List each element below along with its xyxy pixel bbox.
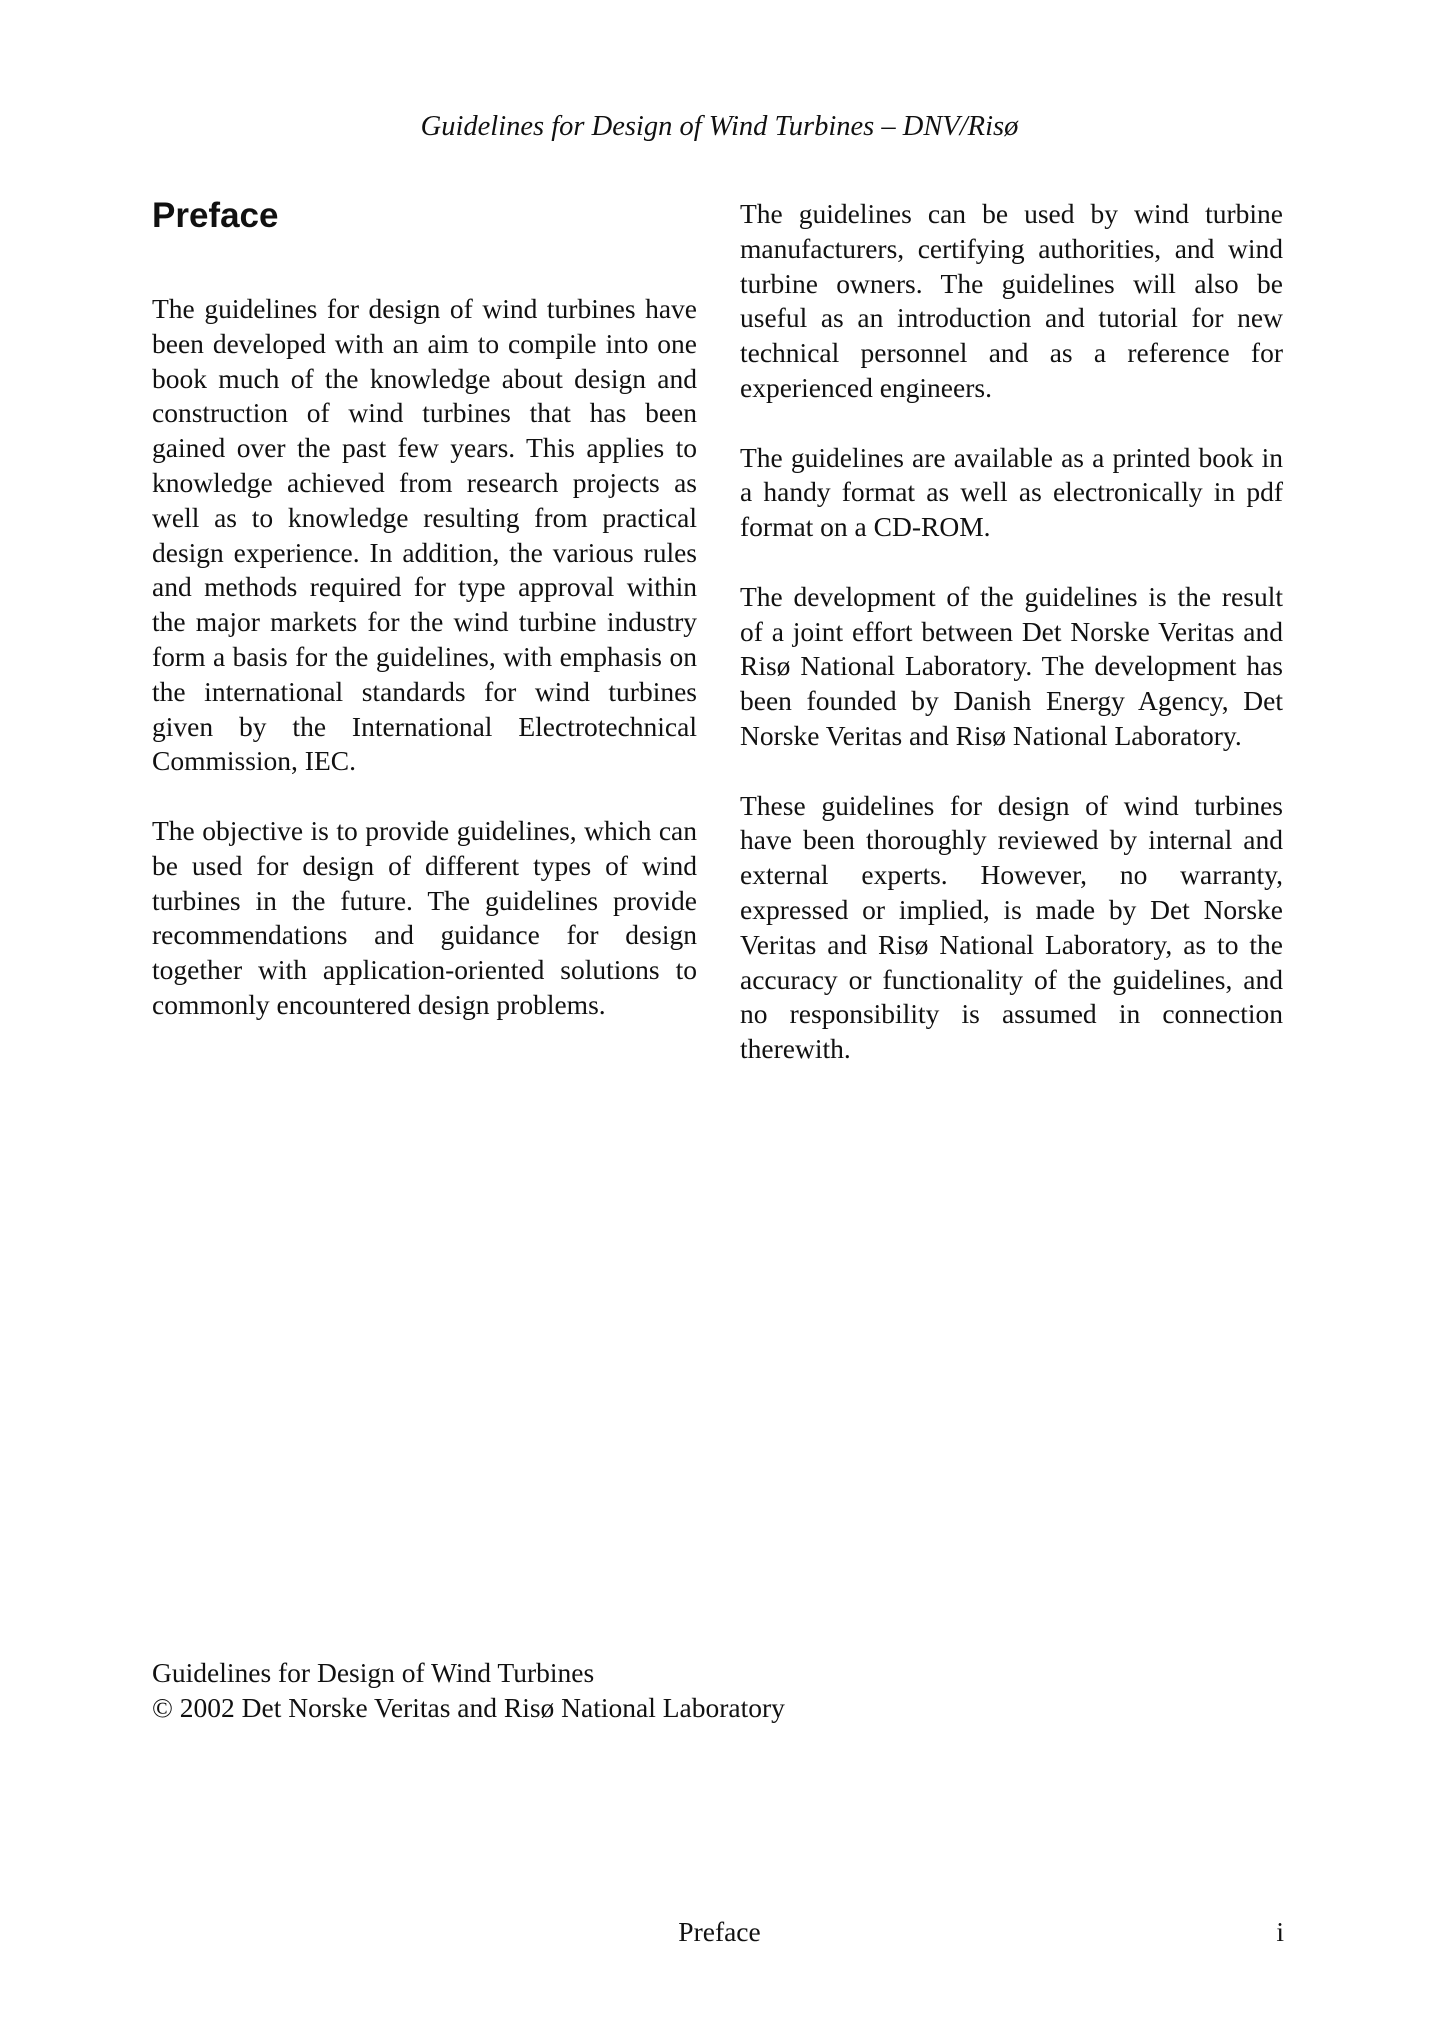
copyright-notice: © 2002 Det Norske Veritas and Risø National Laboratory — [152, 1691, 785, 1723]
copyright-book-title: Guidelines for Design of Wind Turbines — [152, 1657, 595, 1688]
paragraph-objective: The objective is to provide guidelines, which can be used for design of different types of wind turbines in the future. The guidelines provide recommendations and guidance for design together with application-oriented solutions to commonly encountered design problems. — [152, 814, 697, 1020]
paragraph-purpose: The guidelines for design of wind turbines have been developed with an aim to compile into one book much of the knowledge about design and construction of wind turbines that has been gained over the past few years. This applies to knowledge achieved from research projects as well as to knowledge resulting from practical design experience. In addition, the various rules and methods required for type approval within the major markets for the wind turbine industry form a basis for the guidelines, with emphasis on the international standards for wind turbines given by the International Electrotechnical Commission, IEC. — [152, 293, 697, 777]
paragraph-development: The development of the guidelines is the result of a joint effort between Det Norske Veritas and Risø National Laboratory. The development has been founded by Danish Energy Agency, Det Norske Veritas and Risø National Laboratory. — [740, 580, 1283, 751]
page-number: i — [1276, 1916, 1284, 1947]
paragraph-availability: The guidelines are available as a printed book in a handy format as well as electronically in pdf format on a CD-ROM. — [740, 441, 1283, 543]
right-column — [740, 197, 1283, 1102]
running-header: Guidelines for Design of Wind Turbines – DNV/Risø — [420, 111, 1019, 142]
left-column — [152, 292, 697, 1058]
page-title: Preface — [152, 196, 279, 235]
paragraph-disclaimer: These guidelines for design of wind turbines have been thoroughly reviewed by internal and external experts. However, no warranty, expressed or implied, is made by Det Norske Veritas and Risø National Laboratory, as to the accuracy or functionality of the guidelines, and no responsibility is assumed in connection therewith. — [740, 789, 1283, 1065]
paragraph-audience: The guidelines can be used by wind turbine manufacturers, certifying authorities, and wind turbine owners. The guidelines will also be useful as an introduction and tutorial for new technical personnel and as a reference for experienced engineers. — [740, 198, 1283, 403]
footer-section-label: Preface — [678, 1916, 761, 1947]
copyright-block — [152, 1656, 785, 1726]
